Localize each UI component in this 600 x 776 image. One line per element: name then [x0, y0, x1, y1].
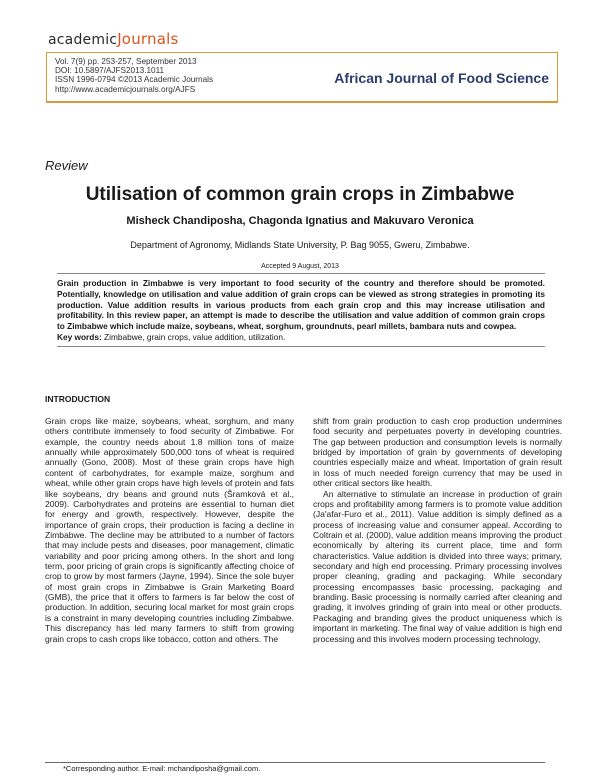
keywords-label: Key words: — [57, 332, 102, 342]
journal-logo — [48, 30, 178, 48]
publication-meta — [55, 57, 213, 94]
journal-header-box — [46, 52, 558, 102]
article-type: Review — [45, 158, 88, 173]
section-heading-introduction: INTRODUCTION — [45, 394, 111, 404]
header-divider — [46, 101, 558, 103]
article-title: Utilisation of common grain crops in Zimbabwe — [85, 184, 515, 205]
paragraph: An alternative to stimulate an increase in production of grain crops and profitability among farmers is to promote value addition (Ja'afar-Furo et al., 2011). Value addition is simply defined as a process of increasing value and consumer appeal. According to Coltrain et al. (2000), value addition means improving the product economically by altering its current place, time and form characteristics. Value addition is divided into three ways; primary, secondary and high end processing. Primary processing involves proper cleaning, grading and packaging. While secondary processing encompasses basic processing, packaging and branding. Basic processing is normally carried after cleaning and grading, it involves grinding of grain into meal or other products. Packaging and branding gives the product uniqueness which is important in marketing. The final way of value addition is high end processing and this involves modern processing technology, — [313, 488, 562, 644]
paragraph: shift from grain production to cash crop production undermines food security and perpetuates poverty in developing countries. The gap between production and consumption levels is normally bridged by importation of grain by governments of developing countries especially maize and wheat. Importation of grain result in loss of much needed foreign currency that may be used in other critical sectors like health. — [313, 416, 562, 489]
body-column-left — [45, 416, 294, 644]
affiliation: Department of Agronomy, Midlands State University, P. Bag 9055, Gweru, Zimbabwe. — [130, 240, 470, 250]
author-list: Misheck Chandiposha, Chagonda Ignatius and Makuvaro Veronica — [126, 215, 474, 227]
journal-name: African Journal of Food Science — [334, 70, 549, 86]
abstract-top-rule — [57, 273, 545, 274]
keywords-bottom-rule — [57, 346, 545, 347]
meta-issn: ISSN 1996-0794 ©2013 Academic Journals — [55, 75, 214, 85]
abstract-text: Grain production in Zimbabwe is very important to food security of the country and therefore should be promoted. Potentially, knowledge on utilisation and value addition of grain crops can be viewed as strong strategies in promoting its production. Value addition results in various products from each grain crop and this may increase utilisation and profitability. In this review paper, an attempt is made to describe the utilisation and value addition of common grain crops to Zimbabwe which include maize, soybeans, wheat, sorghum, groundnuts, pearl millets, bambara nuts and cowpea. — [57, 278, 545, 332]
logo-prefix: academic — [48, 32, 118, 48]
body-column-right — [313, 416, 562, 644]
keywords-text: Zimbabwe, grain crops, value addition, utilization. — [104, 332, 286, 342]
meta-volume: Vol. 7(9) pp. 253-257, September 2013 — [55, 57, 197, 66]
logo-suffix: Journals — [117, 30, 179, 48]
paragraph: Grain crops like maize, soybeans, wheat, sorghum, and many others contribute immensely to food security of Zimbabwe. For example, the country needs about 1.8 million tons of maize annually while approximately 500,000 tons of wheat is required annually (Gono, 2008). Most of these grain crops have high content of carbohydrates, for example maize, sorghum and wheat, while other grain crops have high levels of protein and fats like soybeans, dry beans and ground nuts (Šramková et al., 2009). Carbohydrates and proteins are essential to human diet for energy and growth, respectively. However, despite the importance of grain crops, their production is facing a decline in Zimbabwe. The decline may be attributed to a number of factors that may include pests and diseases, poor management, climatic variability and poor pricing among others. In the short and long term, poor pricing of grain crops is significantly affecting choice of crop to grow by most farmers (Jayne, 1994). Since the sole buyer of most grain crops in Zimbabwe is Grain Marketing Board (GMB), the price that it offers to farmers is far below the cost of production. In addition, securing local market for most grain crops is a constraint in many developing countries including Zimbabwe. This discrepancy has led many farmers to shift from growing grain crops to cash crops like tobacco, cotton and others. The — [45, 416, 294, 644]
corresponding-author-footnote: *Corresponding author. E-mail: mchandiposha@gmail.com. — [63, 764, 261, 773]
keywords-line — [57, 332, 545, 342]
accepted-date: Accepted 9 August, 2013 — [261, 263, 339, 270]
meta-doi: DOI: 10.5897/AJFS2013.1011 — [55, 66, 165, 76]
meta-url[interactable]: http://www.academicjournals.org/AJFS — [55, 84, 196, 94]
footnote-rule — [45, 762, 545, 763]
